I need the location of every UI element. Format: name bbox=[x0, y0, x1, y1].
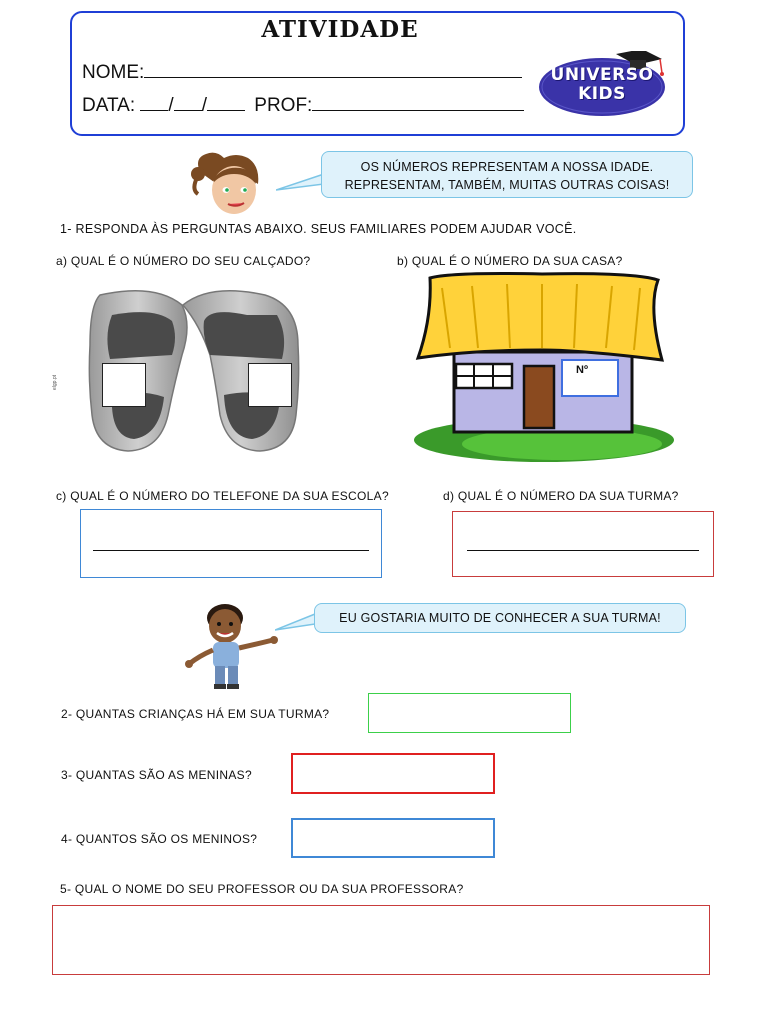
name-blank[interactable] bbox=[144, 62, 522, 78]
question-1c-text: c) QUAL É O NÚMERO DO TELEFONE DA SUA ESCOLA? bbox=[56, 489, 389, 503]
question-1-text: 1- RESPONDA ÀS PERGUNTAS ABAIXO. SEUS FAMILIARES PODEM AJUDAR VOCÊ. bbox=[60, 222, 577, 236]
date-separator: / bbox=[168, 95, 174, 116]
date-day-blank[interactable] bbox=[140, 95, 168, 111]
question-2-text: 2- QUANTAS CRIANÇAS HÁ EM SUA TURMA? bbox=[61, 707, 330, 721]
shoe-soles-illustration bbox=[60, 285, 315, 455]
intro-speech-bubble: OS NÚMEROS REPRESENTAM A NOSSA IDADE. REPRESENTAM, TAMBÉM, MUITAS OUTRAS COISAS! bbox=[321, 151, 693, 198]
date-month-blank[interactable] bbox=[174, 95, 202, 111]
school-phone-answer-box[interactable] bbox=[80, 509, 382, 578]
question-3-text: 3- QUANTAS SÃO AS MENINAS? bbox=[61, 768, 252, 782]
date-label: DATA: bbox=[82, 95, 136, 116]
question-5-text: 5- QUAL O NOME DO SEU PROFESSOR OU DA SUA PROFESSORA? bbox=[60, 882, 464, 896]
question-1b-text: b) QUAL É O NÚMERO DA SUA CASA? bbox=[397, 254, 623, 268]
boy-illustration bbox=[185, 600, 280, 692]
girl-illustration bbox=[188, 150, 268, 218]
date-separator: / bbox=[201, 95, 207, 116]
logo-text: UNIVERSO KIDS bbox=[550, 65, 654, 104]
girls-count-answer-box[interactable] bbox=[291, 753, 495, 794]
answer-line bbox=[93, 550, 369, 551]
bubble-tail bbox=[276, 170, 326, 194]
name-row bbox=[82, 62, 522, 84]
teacher-name-answer-box[interactable] bbox=[52, 905, 710, 975]
shoe-image-credit: elgp.pt bbox=[52, 374, 58, 390]
shoe-number-box-left[interactable] bbox=[102, 363, 146, 407]
boys-count-answer-box[interactable] bbox=[291, 818, 495, 858]
prof-blank[interactable] bbox=[312, 95, 524, 111]
question-1a-text: a) QUAL É O NÚMERO DO SEU CALÇADO? bbox=[56, 254, 311, 268]
question-4-text: 4- QUANTOS SÃO OS MENINOS? bbox=[61, 832, 258, 846]
prof-label: PROF: bbox=[254, 95, 313, 116]
shoe-number-box-right[interactable] bbox=[248, 363, 292, 407]
answer-line bbox=[467, 550, 699, 551]
date-prof-row bbox=[82, 95, 524, 117]
date-year-blank[interactable] bbox=[207, 95, 245, 111]
children-count-answer-box[interactable] bbox=[368, 693, 571, 733]
house-number-field[interactable] bbox=[562, 360, 618, 396]
class-number-answer-box[interactable] bbox=[452, 511, 714, 577]
name-label: NOME: bbox=[82, 62, 145, 83]
universo-kids-logo bbox=[538, 51, 670, 117]
boy-speech-bubble: EU GOSTARIA MUITO DE CONHECER A SUA TURMA! bbox=[314, 603, 686, 633]
bubble-tail bbox=[275, 612, 317, 634]
page-title: ATIVIDADE bbox=[261, 16, 419, 43]
question-1d-text: d) QUAL É O NÚMERO DA SUA TURMA? bbox=[443, 489, 679, 503]
house-illustration bbox=[412, 268, 674, 468]
house-number-label: Nº bbox=[576, 364, 588, 376]
